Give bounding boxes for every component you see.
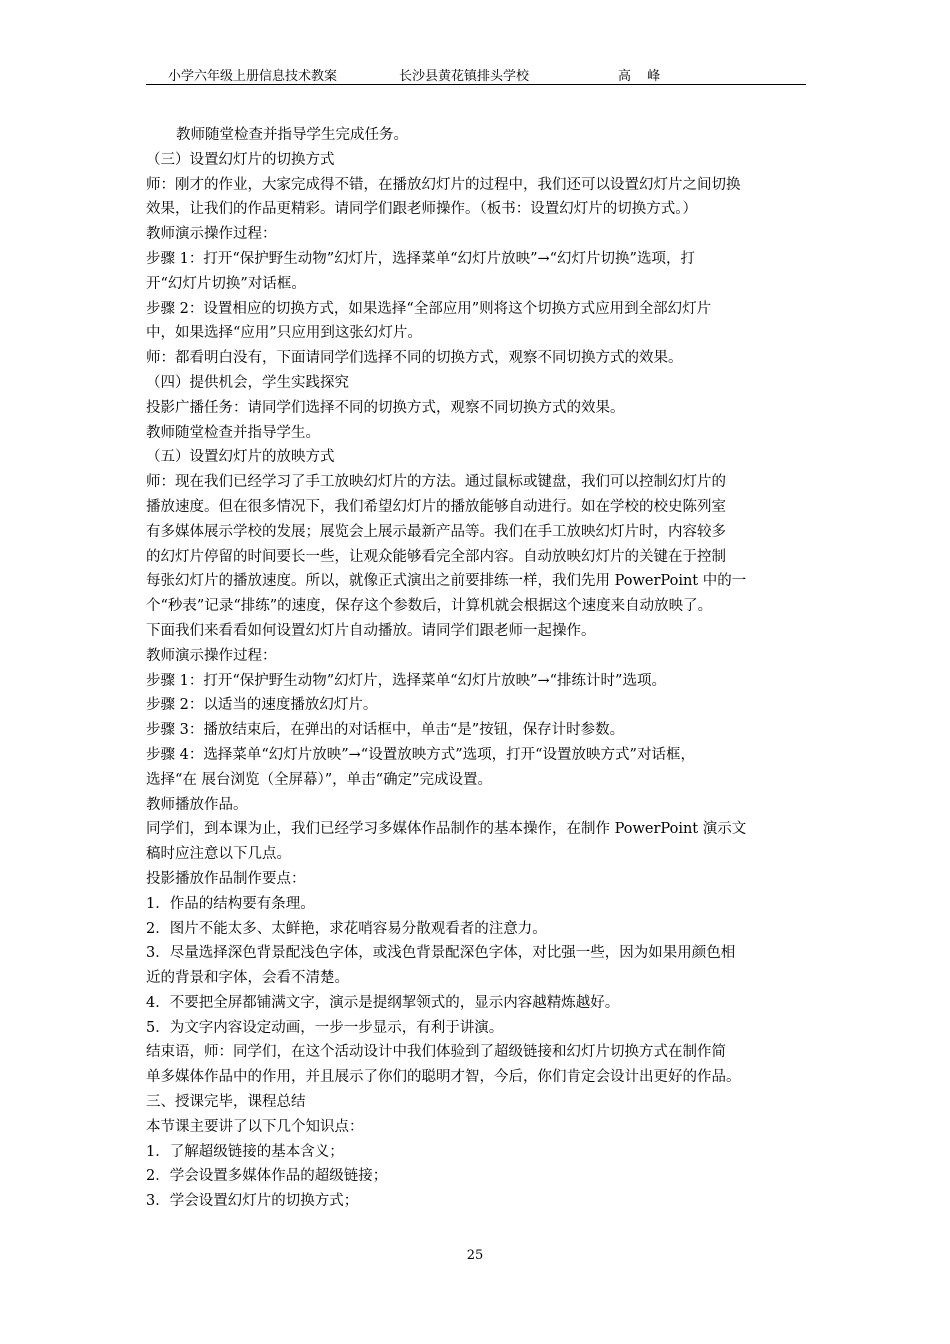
header-author: 高 峰 [618, 69, 667, 84]
text-line: 步骤 3：播放结束后，在弹出的对话框中，单击“是”按钮，保存计时参数。 [146, 722, 625, 739]
text-line: 步骤 2：以适当的速度播放幻灯片。 [146, 697, 378, 714]
text-line: 2．图片不能太多、太鲜艳，求花哨容易分散观看者的注意力。 [146, 920, 547, 937]
text-line: 投影播放作品制作要点： [146, 870, 306, 887]
text-line: 师：现在我们已经学习了手工放映幻灯片的方法。通过鼠标或键盘，我们可以控制幻灯片的 [146, 474, 726, 491]
text-line: 每张幻灯片的播放速度。所以，就像正式演出之前要排练一样，我们先用 PowerPoint 中的一 [146, 573, 747, 590]
text-line: 有多媒体展示学校的发展；展览会上展示最新产品等。我们在手工放映幻灯片时，内容较多 [146, 523, 726, 540]
text-line: 师：都看明白没有，下面请同学们选择不同的切换方式，观察不同切换方式的效果。 [146, 350, 683, 367]
text-line: 播放速度。但在很多情况下，我们希望幻灯片的播放能够自动进行。如在学校的校史陈列室 [146, 498, 726, 515]
text-line: （五）设置幻灯片的放映方式 [146, 449, 335, 466]
text-line: （三）设置幻灯片的切换方式 [146, 151, 335, 168]
text-line: 教师播放作品。 [146, 796, 248, 813]
text-line: 下面我们来看看如何设置幻灯片自动播放。请同学们跟老师一起操作。 [146, 622, 596, 639]
header-course: 小学六年级上册信息技术教案 [168, 69, 338, 84]
text-line: 选择“在 展台浏览（全屏幕）”，单击“确定”完成设置。 [146, 771, 493, 788]
text-line: 2．学会设置多媒体作品的超级链接； [146, 1168, 388, 1185]
text-line: （四）提供机会，学生实践探究 [146, 374, 349, 391]
text-line: 结束语，师：同学们，在这个活动设计中我们体验到了超级链接和幻灯片切换方式在制作简 [146, 1044, 726, 1061]
text-line: 效果，让我们的作品更精彩。请同学们跟老师操作。（板书：设置幻灯片的切换方式。） [146, 201, 697, 218]
text-line: 3．学会设置幻灯片的切换方式； [146, 1193, 359, 1210]
text-line: 投影广播任务：请同学们选择不同的切换方式，观察不同切换方式的效果。 [146, 399, 625, 416]
text-line: 教师演示操作过程： [146, 226, 277, 243]
text-line: 4．不要把全屏都铺满文字，演示是提纲挈领式的，显示内容越精炼越好。 [146, 994, 620, 1011]
text-line: 步骤 1：打开“保护野生动物”幻灯片，选择菜单“幻灯片放映”→“排练计时”选项。 [146, 672, 666, 689]
header-school: 长沙县黄花镇排头学校 [399, 69, 530, 84]
text-line: 个“秒表”记录“排练”的速度，保存这个参数后，计算机就会根据这个速度来自动放映了。 [146, 598, 713, 615]
text-line: 同学们，到本课为止，我们已经学习多媒体作品制作的基本操作，在制作 PowerPoint 演示文 [146, 821, 747, 838]
text-line: 教师随堂检查并指导学生完成任务。 [176, 127, 408, 143]
text-line: 的幻灯片停留的时间要长一些，让观众能够看完全部内容。自动放映幻灯片的关键在于控制 [146, 548, 726, 565]
page-number: 25 [466, 1248, 484, 1263]
text-line: 教师演示操作过程： [146, 647, 277, 664]
text-line: 教师随堂检查并指导学生。 [146, 424, 320, 441]
text-line: 1．作品的结构要有条理。 [146, 895, 315, 912]
text-line: 5．为文字内容设定动画，一步一步显示，有利于讲演。 [146, 1019, 504, 1036]
text-line: 稿时应注意以下几点。 [146, 846, 291, 863]
text-line: 步骤 2：设置相应的切换方式，如果选择“全部应用”则将这个切换方式应用到全部幻灯片 [146, 300, 712, 317]
text-line: 步骤 4：选择菜单“幻灯片放映”→“设置放映方式”选项，打开“设置放映方式”对话框， [146, 746, 695, 763]
text-line: 3．尽量选择深色背景配浅色字体，或浅色背景配深色字体，对比强一些，因为如果用颜色相 [146, 945, 736, 962]
text-line: 开“幻灯片切换”对话框。 [146, 275, 306, 292]
text-line: 步骤 1：打开“保护野生动物”幻灯片，选择菜单“幻灯片放映”→“幻灯片切换”选项，打 [146, 250, 695, 267]
text-line: 单多媒体作品中的作用，并且展示了你们的聪明才智，今后，你们肯定会设计出更好的作品。 [146, 1069, 741, 1086]
page-header [146, 64, 806, 85]
text-line: 近的背景和字体，会看不清楚。 [146, 970, 349, 987]
text-line: 中，如果选择“应用”只应用到这张幻灯片。 [146, 325, 422, 342]
text-line: 本节课主要讲了以下几个知识点： [146, 1118, 364, 1135]
text-line: 三、授课完毕，课程总结 [146, 1094, 306, 1111]
text-line: 师：刚才的作业，大家完成得不错，在播放幻灯片的过程中，我们还可以设置幻灯片之间切换 [146, 176, 741, 193]
document-body [146, 123, 810, 1214]
text-line: 1．了解超级链接的基本含义； [146, 1143, 344, 1160]
